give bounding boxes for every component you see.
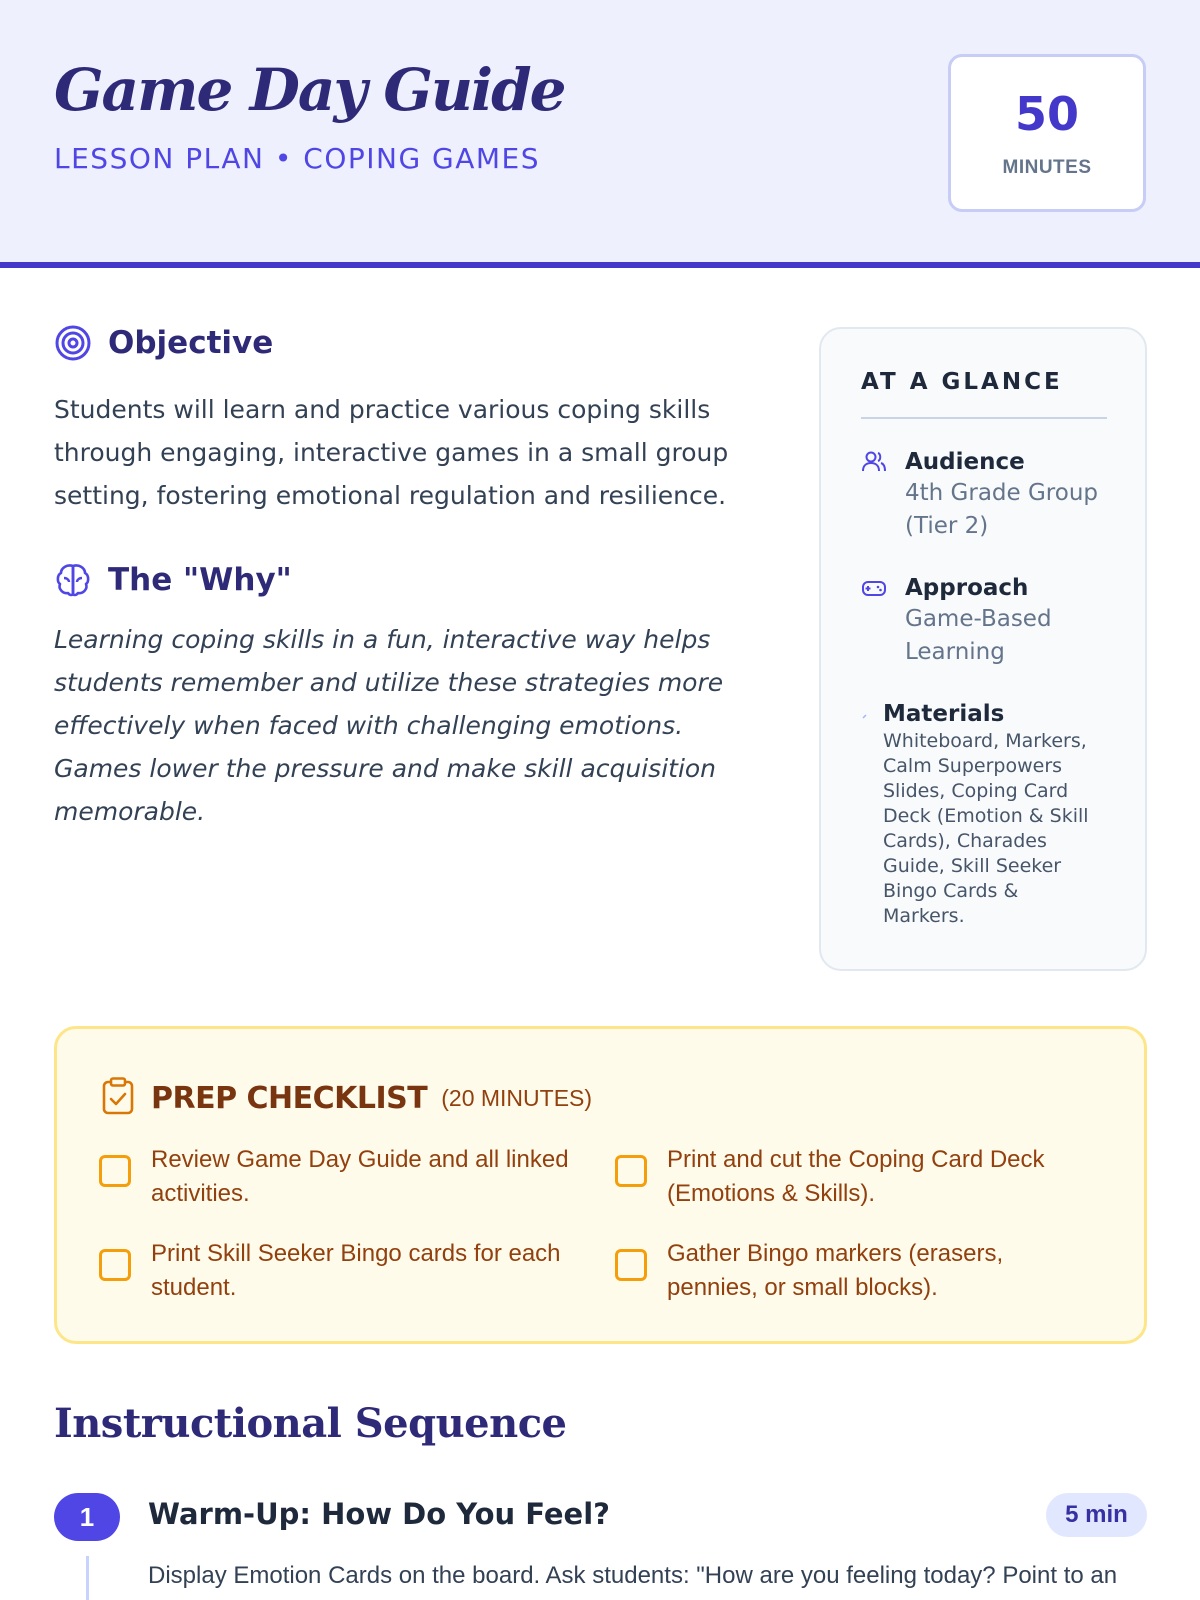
prep-header (101, 1077, 592, 1120)
checkbox[interactable] (615, 1249, 647, 1281)
checkbox[interactable] (615, 1155, 647, 1187)
step-description: Display Emotion Cards on the board. Ask students: "How are you feeling today? Point to an (148, 1562, 1118, 1589)
clipboard-check-icon (101, 1077, 135, 1120)
objective-text: Students will learn and practice various coping skills through engaging, interactive games in a small group setting, fostering emotional regulation and resilience. (54, 395, 729, 510)
objective-heading (54, 324, 273, 362)
users-icon (861, 449, 887, 475)
checklist-item-text: Review Game Day Guide and all linked activities. (151, 1146, 569, 1207)
at-a-glance-card (819, 327, 1147, 971)
brain-icon (54, 561, 92, 599)
prep-time: (20 MINUTES) (441, 1085, 593, 1111)
gamepad-icon (861, 575, 887, 601)
materials-value: Whiteboard, Markers, Calm Superpowers Slides, Coping Card Deck (Emotion & Skill Cards), Charades Guide, Skill Seeker Bingo Cards & Markers. (883, 730, 1089, 927)
checklist-item[interactable] (615, 1237, 1097, 1305)
glance-divider (861, 417, 1107, 419)
checklist-item-text: Print and cut the Coping Card Deck (Emotions & Skills). (667, 1146, 1045, 1207)
duration-unit: MINUTES (1002, 157, 1092, 178)
objective-title: Objective (108, 325, 274, 361)
glance-item-materials (861, 699, 1098, 929)
step-number: 1 (54, 1493, 120, 1541)
duration-value: 50 (1014, 87, 1079, 141)
why-text: Learning coping skills in a fun, interactive way helps students remember and utilize these strategies more effectively when faced with challenging emotions. Games lower the pressure and make skill acquisition memorable. (54, 625, 724, 826)
checkbox[interactable] (99, 1155, 131, 1187)
page-header (0, 0, 1200, 268)
page-title: Game Day Guide (54, 56, 565, 124)
step-connector (86, 1556, 89, 1600)
prep-checklist (54, 1026, 1147, 1344)
step-time-badge: 5 min (1046, 1493, 1147, 1537)
checklist-item-text: Print Skill Seeker Bingo cards for each student. (151, 1240, 561, 1301)
why-title: The "Why" (108, 562, 292, 598)
step-title: Warm-Up: How Do You Feel? (148, 1497, 610, 1531)
page-subtitle: LESSON PLAN • COPING GAMES (54, 142, 541, 175)
approach-value: Game-Based Learning (905, 606, 1052, 665)
audience-value: 4th Grade Group (Tier 2) (905, 480, 1098, 539)
checklist-item[interactable] (615, 1143, 1097, 1211)
checklist-item[interactable] (99, 1237, 581, 1305)
glance-item-approach (861, 573, 1105, 669)
glance-title: AT A GLANCE (861, 369, 1063, 395)
duration-card (948, 54, 1146, 212)
target-icon (54, 324, 92, 362)
why-heading (54, 561, 292, 599)
audience-label: Audience (905, 449, 1025, 475)
checkbox[interactable] (99, 1249, 131, 1281)
prep-title: PREP CHECKLIST (151, 1081, 428, 1116)
materials-label: Materials (883, 701, 1005, 727)
approach-label: Approach (905, 575, 1029, 601)
glance-item-audience (861, 447, 1115, 543)
sequence-title: Instructional Sequence (54, 1400, 567, 1447)
checklist-item[interactable] (99, 1143, 581, 1211)
box-icon (861, 701, 869, 727)
checklist-item-text: Gather Bingo markers (erasers, pennies, or small blocks). (667, 1240, 1004, 1301)
